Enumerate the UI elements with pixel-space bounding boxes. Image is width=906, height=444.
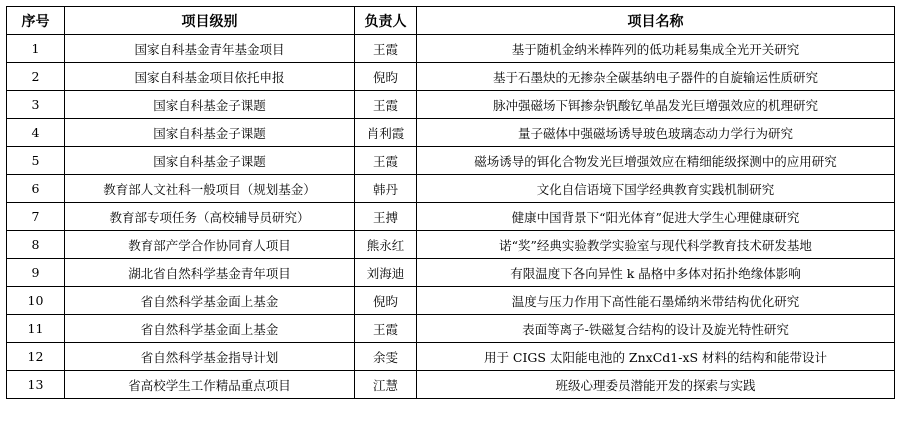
table-body: [7, 35, 895, 399]
table-row: [7, 231, 895, 259]
table-row: [7, 147, 895, 175]
table-row: [7, 287, 895, 315]
cell-index: 3: [7, 91, 65, 119]
cell-level: 教育部专项任务（高校辅导员研究）: [65, 203, 355, 231]
table-row: [7, 315, 895, 343]
cell-level: 国家自科基金子课题: [65, 147, 355, 175]
cell-index: 12: [7, 343, 65, 371]
cell-owner: 王霞: [355, 315, 417, 343]
header-row: [7, 7, 895, 35]
cell-owner: 王霞: [355, 35, 417, 63]
cell-index: 13: [7, 371, 65, 399]
cell-level: 省自然科学基金面上基金: [65, 315, 355, 343]
cell-name: 基于石墨炔的无掺杂全碳基纳电子器件的自旋输运性质研究: [417, 63, 895, 91]
cell-index: 8: [7, 231, 65, 259]
projects-table: [6, 6, 895, 399]
cell-name: 用于 CIGS 太阳能电池的 ZnxCd1-xS 材料的结构和能带设计: [417, 343, 895, 371]
cell-level: 省自然科学基金指导计划: [65, 343, 355, 371]
header-level: 项目级别: [65, 7, 355, 35]
cell-level: 省自然科学基金面上基金: [65, 287, 355, 315]
cell-name: 文化自信语境下国学经典教育实践机制研究: [417, 175, 895, 203]
cell-name: 表面等离子-铁磁复合结构的设计及旋光特性研究: [417, 315, 895, 343]
cell-name: 温度与压力作用下高性能石墨烯纳米带结构优化研究: [417, 287, 895, 315]
cell-name: 量子磁体中强磁场诱导玻色玻璃态动力学行为研究: [417, 119, 895, 147]
table-row: [7, 35, 895, 63]
cell-name: 有限温度下各向异性 k 晶格中多体对拓扑绝缘体影响: [417, 259, 895, 287]
header-index: 序号: [7, 7, 65, 35]
table-row: [7, 371, 895, 399]
cell-owner: 王霞: [355, 91, 417, 119]
cell-index: 7: [7, 203, 65, 231]
cell-owner: 韩丹: [355, 175, 417, 203]
cell-owner: 王搏: [355, 203, 417, 231]
cell-name: 脉冲强磁场下铒掺杂钒酸钇单晶发光巨增强效应的机理研究: [417, 91, 895, 119]
cell-owner: 江慧: [355, 371, 417, 399]
cell-owner: 余雯: [355, 343, 417, 371]
table-row: [7, 259, 895, 287]
table-header: [7, 7, 895, 35]
cell-level: 湖北省自然科学基金青年项目: [65, 259, 355, 287]
cell-owner: 刘海迪: [355, 259, 417, 287]
cell-owner: 肖利霞: [355, 119, 417, 147]
table-row: [7, 119, 895, 147]
cell-index: 4: [7, 119, 65, 147]
cell-level: 国家自科基金项目依托申报: [65, 63, 355, 91]
cell-owner: 王霞: [355, 147, 417, 175]
cell-level: 国家自科基金青年基金项目: [65, 35, 355, 63]
cell-name: 磁场诱导的铒化合物发光巨增强效应在精细能级探测中的应用研究: [417, 147, 895, 175]
cell-index: 5: [7, 147, 65, 175]
cell-level: 国家自科基金子课题: [65, 119, 355, 147]
cell-index: 11: [7, 315, 65, 343]
header-name: 项目名称: [417, 7, 895, 35]
cell-index: 1: [7, 35, 65, 63]
cell-level: 教育部产学合作协同育人项目: [65, 231, 355, 259]
cell-name: 诺“奖”经典实验教学实验室与现代科学教育技术研发基地: [417, 231, 895, 259]
cell-owner: 熊永红: [355, 231, 417, 259]
cell-name: 基于随机金纳米棒阵列的低功耗易集成全光开关研究: [417, 35, 895, 63]
cell-name: 班级心理委员潜能开发的探索与实践: [417, 371, 895, 399]
cell-level: 教育部人文社科一般项目（规划基金）: [65, 175, 355, 203]
cell-level: 国家自科基金子课题: [65, 91, 355, 119]
cell-level: 省高校学生工作精品重点项目: [65, 371, 355, 399]
cell-owner: 倪昀: [355, 287, 417, 315]
cell-index: 6: [7, 175, 65, 203]
cell-index: 9: [7, 259, 65, 287]
cell-owner: 倪昀: [355, 63, 417, 91]
cell-index: 2: [7, 63, 65, 91]
table-row: [7, 175, 895, 203]
header-owner: 负责人: [355, 7, 417, 35]
table-row: [7, 343, 895, 371]
cell-name: 健康中国背景下“阳光体育”促进大学生心理健康研究: [417, 203, 895, 231]
cell-index: 10: [7, 287, 65, 315]
table-row: [7, 203, 895, 231]
table-row: [7, 63, 895, 91]
table-row: [7, 91, 895, 119]
